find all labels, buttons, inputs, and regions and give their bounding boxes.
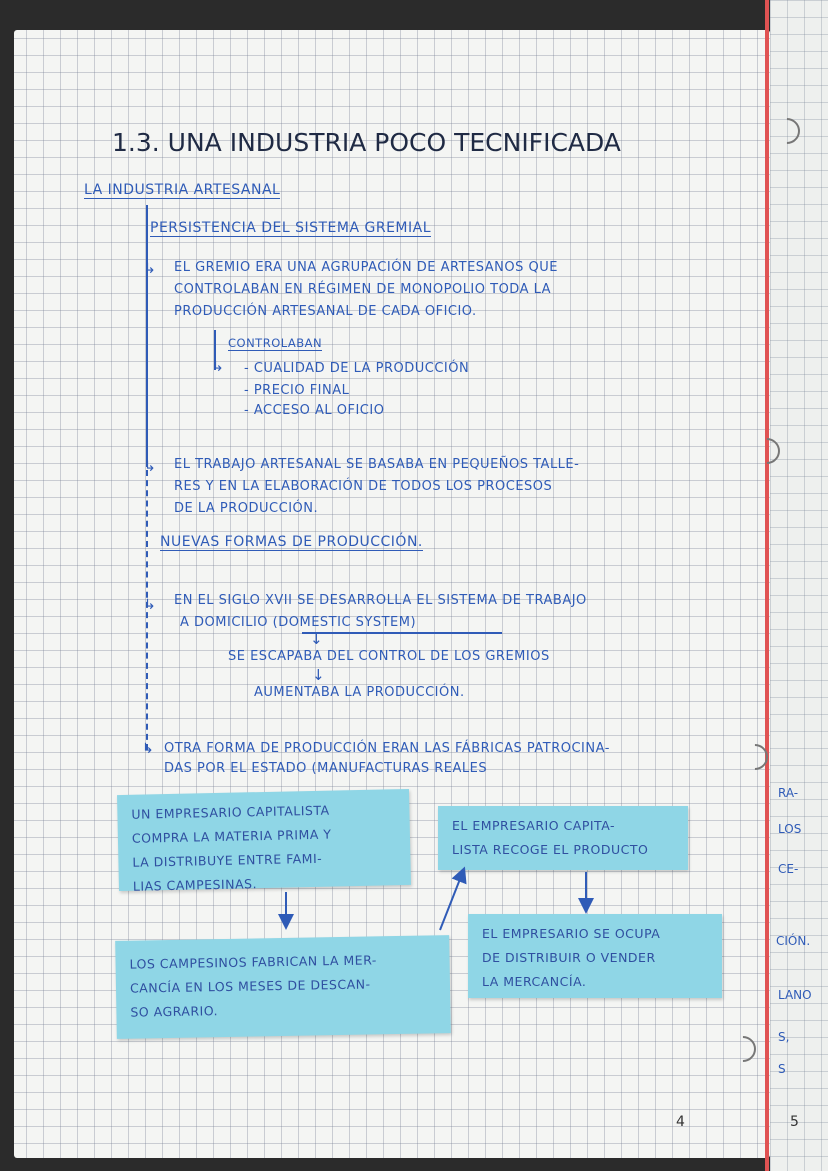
arrow-icon: ↳ — [212, 359, 225, 375]
section-heading-artesanal: LA INDUSTRIA ARTESANAL — [84, 182, 281, 198]
note-line: LA MERCANCÍA. — [482, 974, 587, 989]
edge-fragment: RA- — [778, 786, 799, 800]
page-number-left: 4 — [676, 1114, 685, 1130]
note-line: LOS CAMPESINOS FABRICAN LA MER- — [129, 952, 377, 972]
note-line: LISTA RECOGE EL PRODUCTO — [452, 842, 649, 857]
controlaban-item: - ACCESO AL OFICIO — [244, 403, 385, 418]
subheading-gremial: PERSISTENCIA DEL SISTEMA GREMIAL — [150, 220, 432, 236]
trabajo-line-2: RES Y EN LA ELABORACIÓN DE TODOS LOS PROCESOS — [174, 479, 553, 494]
arrow-icon: ↳ — [144, 597, 157, 613]
aumentaba-text: AUMENTABA LA PRODUCCIÓN. — [254, 685, 465, 700]
subheading-nuevas: NUEVAS FORMAS DE PRODUCCIÓN. — [160, 534, 423, 550]
controlaban-item: - CUALIDAD DE LA PRODUCCIÓN — [244, 361, 470, 376]
note-line: SO AGRARIO. — [130, 1003, 219, 1020]
note-line: CANCÍA EN LOS MESES DE DESCAN- — [129, 976, 371, 996]
siglo-line-1: EN EL SIGLO XVII SE DESARROLLA EL SISTEMA DE TRABAJO — [174, 593, 587, 608]
otra-line-1: OTRA FORMA DE PRODUCCIÓN ERAN LAS FÁBRICAS PATROCINA- — [164, 741, 610, 756]
gremio-line-1: EL GREMIO ERA UNA AGRUPACIÓN DE ARTESANOS QUE — [174, 260, 558, 275]
note-line: UN EMPRESARIO CAPITALISTA — [131, 802, 330, 822]
trabajo-line-3: DE LA PRODUCCIÓN. — [174, 501, 319, 516]
gremio-line-2: CONTROLABAN EN RÉGIMEN DE MONOPOLIO TODA LA — [174, 282, 552, 297]
edge-fragment: S — [778, 1062, 786, 1076]
page-title: 1.3. UNA INDUSTRIA POCO TECNIFICADA — [112, 128, 621, 157]
down-arrow-icon: ↓ — [312, 666, 326, 684]
down-arrow-icon: ↓ — [310, 630, 324, 648]
edge-fragment: LANO — [778, 988, 812, 1002]
edge-fragment: LOS — [778, 822, 802, 836]
edge-fragment: CE- — [778, 862, 799, 876]
arrow-note3-to-note2 — [440, 874, 462, 930]
note-line: DE DISTRIBUIR O VENDER — [482, 950, 656, 965]
otra-line-2: DAS POR EL ESTADO (MANUFACTURAS REALES — [164, 761, 488, 776]
arrow-icon: ↳ — [142, 741, 155, 757]
note-line: LIAS CAMPESINAS. — [132, 876, 258, 894]
controlaban-item: - PRECIO FINAL — [244, 383, 350, 398]
edge-fragment: CIÓN. — [776, 934, 811, 948]
trabajo-line-1: EL TRABAJO ARTESANAL SE BASABA EN PEQUEÑOS TALLE- — [174, 457, 580, 472]
edge-fragment: S, — [778, 1030, 790, 1044]
note-line: EL EMPRESARIO CAPITA- — [452, 818, 615, 833]
controlaban-label: CONTROLABAN — [228, 336, 323, 350]
siglo-line-2: A DOMICILIO (DOMESTIC SYSTEM) — [180, 615, 417, 630]
note-line: COMPRA LA MATERIA PRIMA Y — [131, 826, 332, 846]
arrow-icon: ↳ — [144, 261, 157, 277]
page-number-right: 5 — [790, 1114, 799, 1130]
arrow-icon: ↳ — [144, 459, 157, 475]
escapaba-text: SE ESCAPABA DEL CONTROL DE LOS GREMIOS — [228, 649, 550, 664]
note-line: LA DISTRIBUYE ENTRE FAMI- — [132, 850, 323, 870]
gremio-line-3: PRODUCCIÓN ARTESANAL DE CADA OFICIO. — [174, 304, 477, 319]
note-line: EL EMPRESARIO SE OCUPA — [482, 926, 661, 941]
